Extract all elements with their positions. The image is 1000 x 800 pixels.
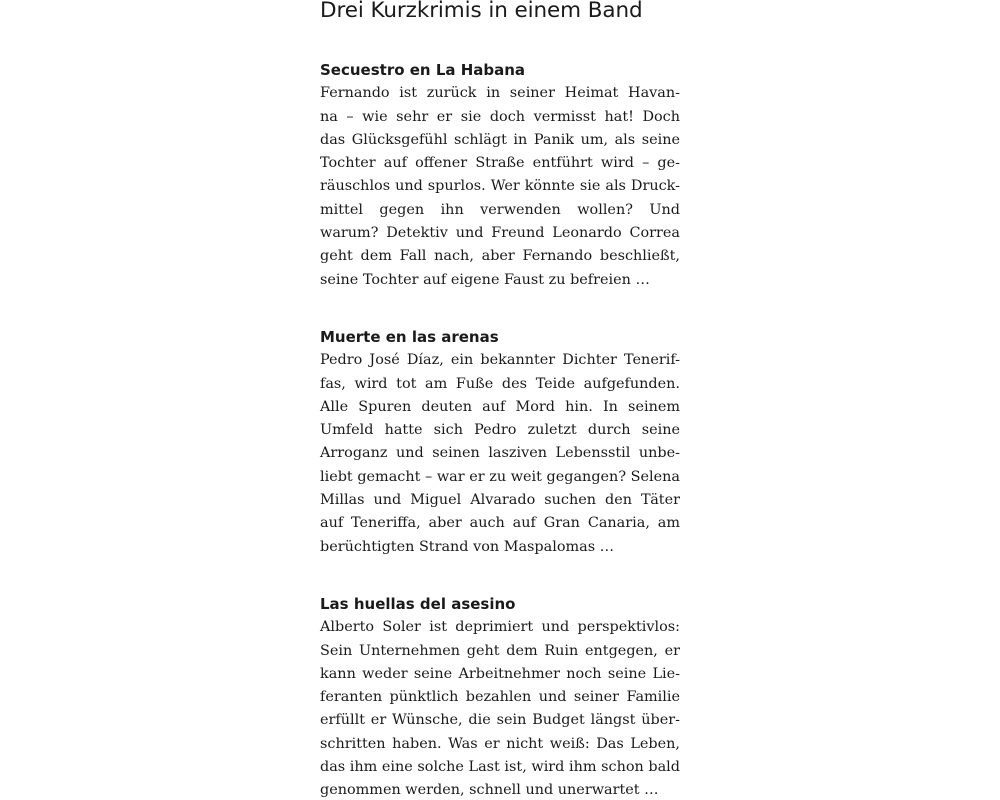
story-line: Arroganz und seinen lasziven Lebensstil unbe-	[320, 445, 680, 462]
story-line: Umfeld hatte sich Pedro zuletzt durch seine	[320, 422, 680, 439]
story-line: liebt gemacht – war er zu weit gegangen? Selena	[320, 468, 680, 485]
story-muerte-en-las-arenas	[320, 326, 680, 559]
story-description	[320, 82, 680, 292]
story-title: Las huellas del asesino	[320, 595, 516, 613]
story-line: geht dem Fall nach, aber Fernando beschließt,	[320, 248, 680, 265]
story-line: berüchtigten Strand von Maspalomas …	[320, 538, 615, 555]
story-line: warum? Detektiv und Freund Leonardo Correa	[320, 225, 680, 242]
story-line: das ihm eine solche Last ist, wird ihm schon bald	[320, 759, 680, 776]
story-line: Alberto Soler ist deprimiert und perspektivlos:	[320, 619, 680, 636]
story-line: seine Tochter auf eigene Faust zu befreien …	[320, 271, 650, 288]
story-line: schritten haben. Was er nicht weiß: Das Leben,	[320, 735, 680, 752]
story-line: Sein Unternehmen geht dem Ruin entgegen, er	[320, 642, 680, 659]
story-line: fas, wird tot am Fuße des Teide aufgefunden.	[320, 375, 680, 392]
story-line: na – wie sehr er sie doch vermisst hat! Doch	[320, 108, 680, 125]
story-line: genommen werden, schnell und unerwartet …	[320, 782, 659, 799]
story-secuestro-en-la-habana	[320, 59, 680, 292]
page-heading: Drei Kurzkrimis in einem Band	[320, 0, 643, 23]
story-line: das Glücksgefühl schlägt in Panik um, als seine	[320, 131, 680, 148]
story-line: räuschlos und spurlos. Wer könnte sie als Druck-	[320, 178, 680, 195]
story-title: Muerte en las arenas	[320, 328, 499, 346]
story-line: Tochter auf offener Straße entführt wird – ge-	[320, 155, 680, 172]
story-line: Millas und Miguel Alvarado suchen den Täter	[320, 492, 680, 509]
story-line: kann weder seine Arbeitnehmer noch seine Lie-	[320, 665, 680, 682]
story-line: Pedro José Díaz, ein bekannter Dichter Tenerif-	[320, 352, 680, 369]
story-line: mittel gegen ihn verwenden wollen? Und	[320, 201, 680, 218]
story-title: Secuestro en La Habana	[320, 61, 526, 79]
story-line: feranten pünktlich bezahlen und seiner Familie	[320, 689, 680, 706]
story-las-huellas-del-asesino	[320, 593, 680, 800]
story-description	[320, 349, 680, 559]
story-line: Fernando ist zurück in seiner Heimat Havan-	[320, 85, 680, 102]
story-line: Alle Spuren deuten auf Mord hin. In seinem	[320, 398, 680, 415]
story-description	[320, 616, 680, 800]
story-line: erfüllt er Wünsche, die sein Budget längst über-	[320, 712, 680, 729]
story-line: auf Teneriffa, aber auch auf Gran Canaria, am	[320, 515, 680, 532]
